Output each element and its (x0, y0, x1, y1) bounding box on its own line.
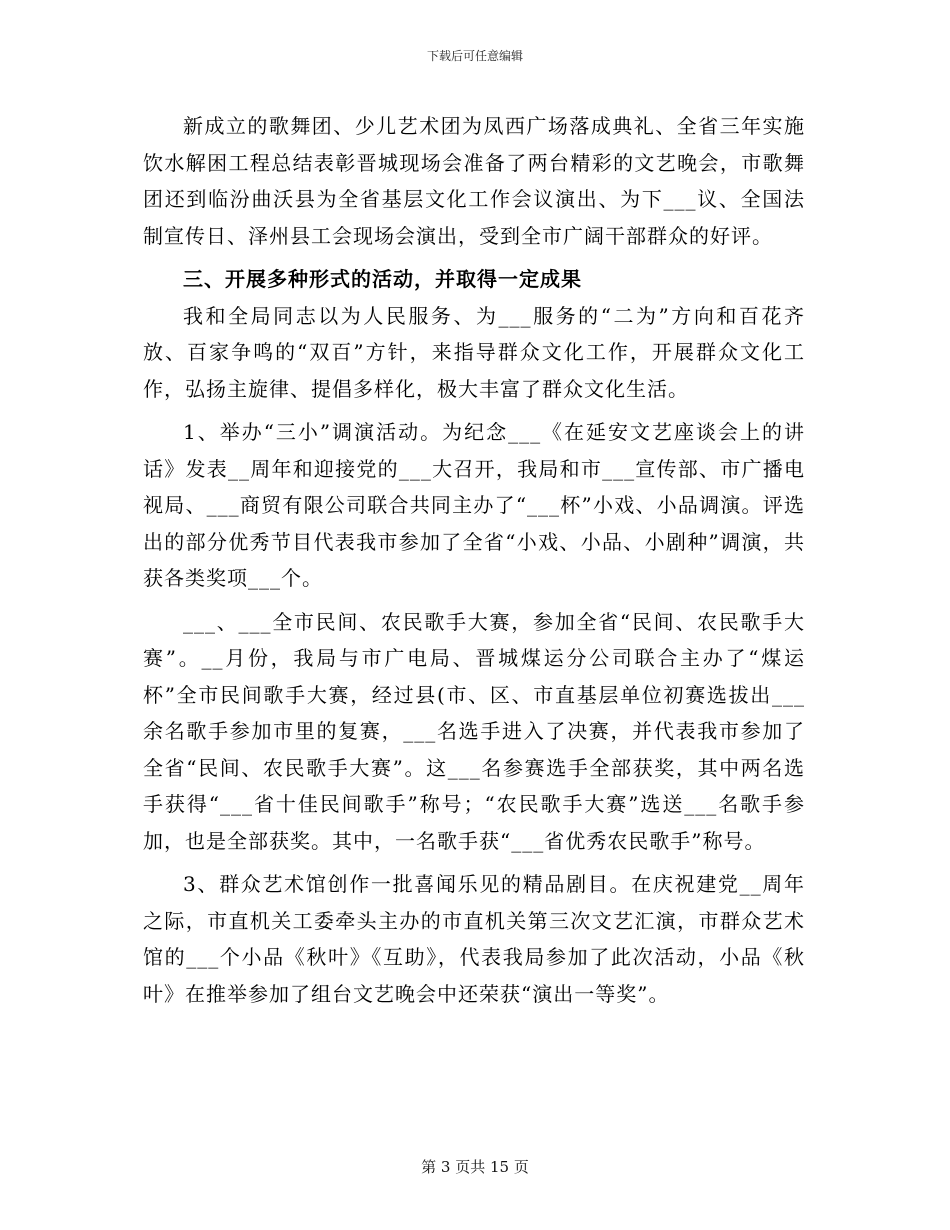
section-heading-three: 三、开展多种形式的活动，并取得一定成果 (183, 267, 582, 291)
paragraph-item-1: 1、举办“三小”调演活动。为纪念___《在延安文艺座谈会上的讲话》发表__周年和迎接党的___大召开，我局和市___宣传部、市广播电视局、___商贸有限公司联合共同主办了“___杯”小戏、小品调演。评选出的部分优秀节目代表我市参加了全省“小戏、小品、小剧种”调演，共获各类奖项___个。 (143, 420, 805, 590)
paragraph-performances: 新成立的歌舞团、少儿艺术团为凤西广场落成典礼、全省三年实施饮水解困工程总结表彰晋城现场会准备了两台精彩的文艺晚会，市歌舞团还到临汾曲沃县为全省基层文化工作会议演出、为下___议、全国法制宣传日、泽州县工会现场会演出，受到全市广阔干部群众的好评。 (143, 114, 805, 248)
paragraph-item-3: 3、群众艺术馆创作一批喜闻乐见的精品剧目。在庆祝建党__周年之际，市直机关工委牵头主办的市直机关第三次文艺汇演，市群众艺术馆的___个小品《秋叶》《互助》，代表我局参加了此次活动，小品《秋叶》在推举参加了组台文艺晚会中还荣获“演出一等奖”。 (143, 872, 805, 1006)
page-number: 第 3 页共 15 页 (421, 1158, 529, 1176)
document-body (143, 108, 805, 1012)
paragraph-item-2: ___、___全市民间、农民歌手大赛，参加全省“民间、农民歌手大赛”。__月份，我局与市广电局、晋城煤运分公司联合主办了“煤运杯”全市民间歌手大赛，经过县(市、区、市直基层单位初赛选拔出___余名歌手参加市里的复赛，___名选手进入了决赛，并代表我市参加了全省“民间、农民歌手大赛”。这___名参赛选手全部获奖，其中两名选手获得“___省十佳民间歌手”称号；“农民歌手大赛”选送___名歌手参加，也是全部获奖。其中，一名歌手获“___省优秀农民歌手”称号。 (143, 609, 805, 853)
paragraph-guidance: 我和全局同志以为人民服务、为___服务的“二为”方向和百花齐放、百家争鸣的“双百”方针，来指导群众文化工作，开展群众文化工作，弘扬主旋律、提倡多样化，极大丰富了群众文化生活。 (143, 303, 805, 401)
page-header: 下载后可任意编辑 (426, 49, 523, 63)
